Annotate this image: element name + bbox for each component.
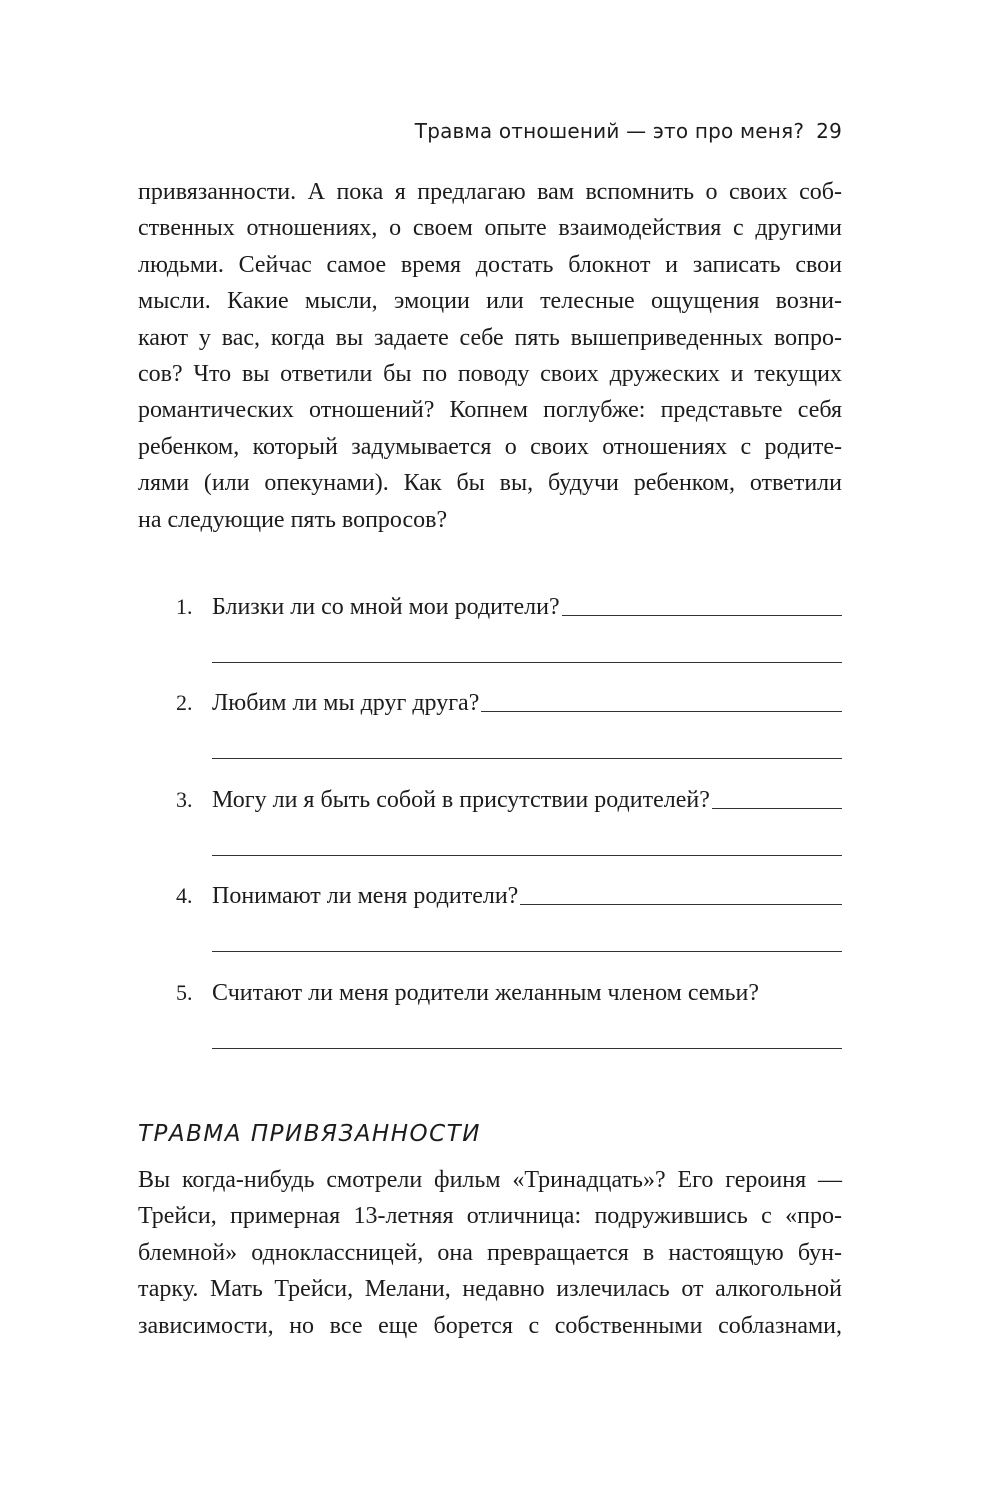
question-item (138, 689, 842, 781)
paragraph-line: зависимости, но все еще борется с собственными соблазнами, (138, 1312, 842, 1339)
answer-line-inline (562, 615, 842, 616)
paragraph-line: мысли. Какие мысли, эмоции или телесные ощущения возни- (138, 288, 842, 315)
answer-line (212, 758, 842, 759)
question-number: 4. (176, 883, 193, 908)
paragraph-line: людьми. Сейчас самое время достать блокнот и записать свои (138, 251, 842, 278)
paragraph-line: ребенком, который задумывается о своих отношениях с родите- (138, 433, 842, 460)
paragraph-line: романтических отношений? Копнем поглубже: представьте себя (138, 397, 842, 424)
running-title: Травма отношений — это про меня? (414, 119, 805, 143)
intro-paragraph (138, 174, 842, 538)
question-text: Любим ли мы друг друга? (212, 690, 480, 716)
section-heading: ТРАВМА ПРИВЯЗАННОСТИ (138, 1121, 481, 1147)
paragraph-line: на следующие пять вопросов? (138, 506, 448, 533)
question-number: 2. (176, 690, 193, 715)
answer-line (212, 951, 842, 952)
answer-line-inline (712, 808, 842, 809)
paragraph-line: блемной» одноклассницей, она превращается в настоящую бун- (138, 1239, 842, 1266)
question-item (138, 979, 842, 1071)
question-item (138, 593, 842, 685)
paragraph-line: ственных отношениях, о своем опыте взаимодействия с другими (138, 215, 842, 242)
question-number: 1. (176, 594, 193, 619)
question-text: Могу ли я быть собой в присутствии родителей? (212, 787, 710, 813)
paragraph-line: сов? Что вы ответили бы по поводу своих дружеских и текущих (138, 361, 842, 388)
paragraph-line: кают у вас, когда вы задаете себе пять вышеприведенных вопро- (138, 324, 842, 351)
answer-line (212, 1048, 842, 1049)
answer-line (212, 855, 842, 856)
paragraph-line: Трейси, примерная 13-летняя отличница: подружившись с «про- (138, 1203, 842, 1230)
page-number: 29 (816, 119, 842, 143)
answer-line-inline (481, 711, 842, 712)
answer-line-inline (520, 904, 842, 905)
question-text: Считают ли меня родители желанным членом семьи? (212, 980, 760, 1006)
answer-line (212, 662, 842, 663)
paragraph-line: тарку. Мать Трейси, Мелани, недавно излечилась от алкогольной (138, 1276, 842, 1303)
paragraph-line: привязанности. А пока я предлагаю вам вспомнить о своих соб- (138, 179, 842, 205)
paragraph-line: лями (или опекунами). Как бы вы, будучи ребенком, ответили (138, 470, 842, 497)
question-text: Понимают ли меня родители? (212, 883, 519, 909)
question-number: 3. (176, 787, 193, 812)
question-item (138, 882, 842, 974)
question-number: 5. (176, 980, 193, 1005)
section-paragraph (138, 1162, 842, 1344)
question-item (138, 786, 842, 878)
running-header (415, 119, 842, 143)
question-text: Близки ли со мной мои родители? (212, 594, 560, 620)
paragraph-line: Вы когда-нибудь смотрели фильм «Тринадцать»? Его героиня — (138, 1167, 842, 1193)
